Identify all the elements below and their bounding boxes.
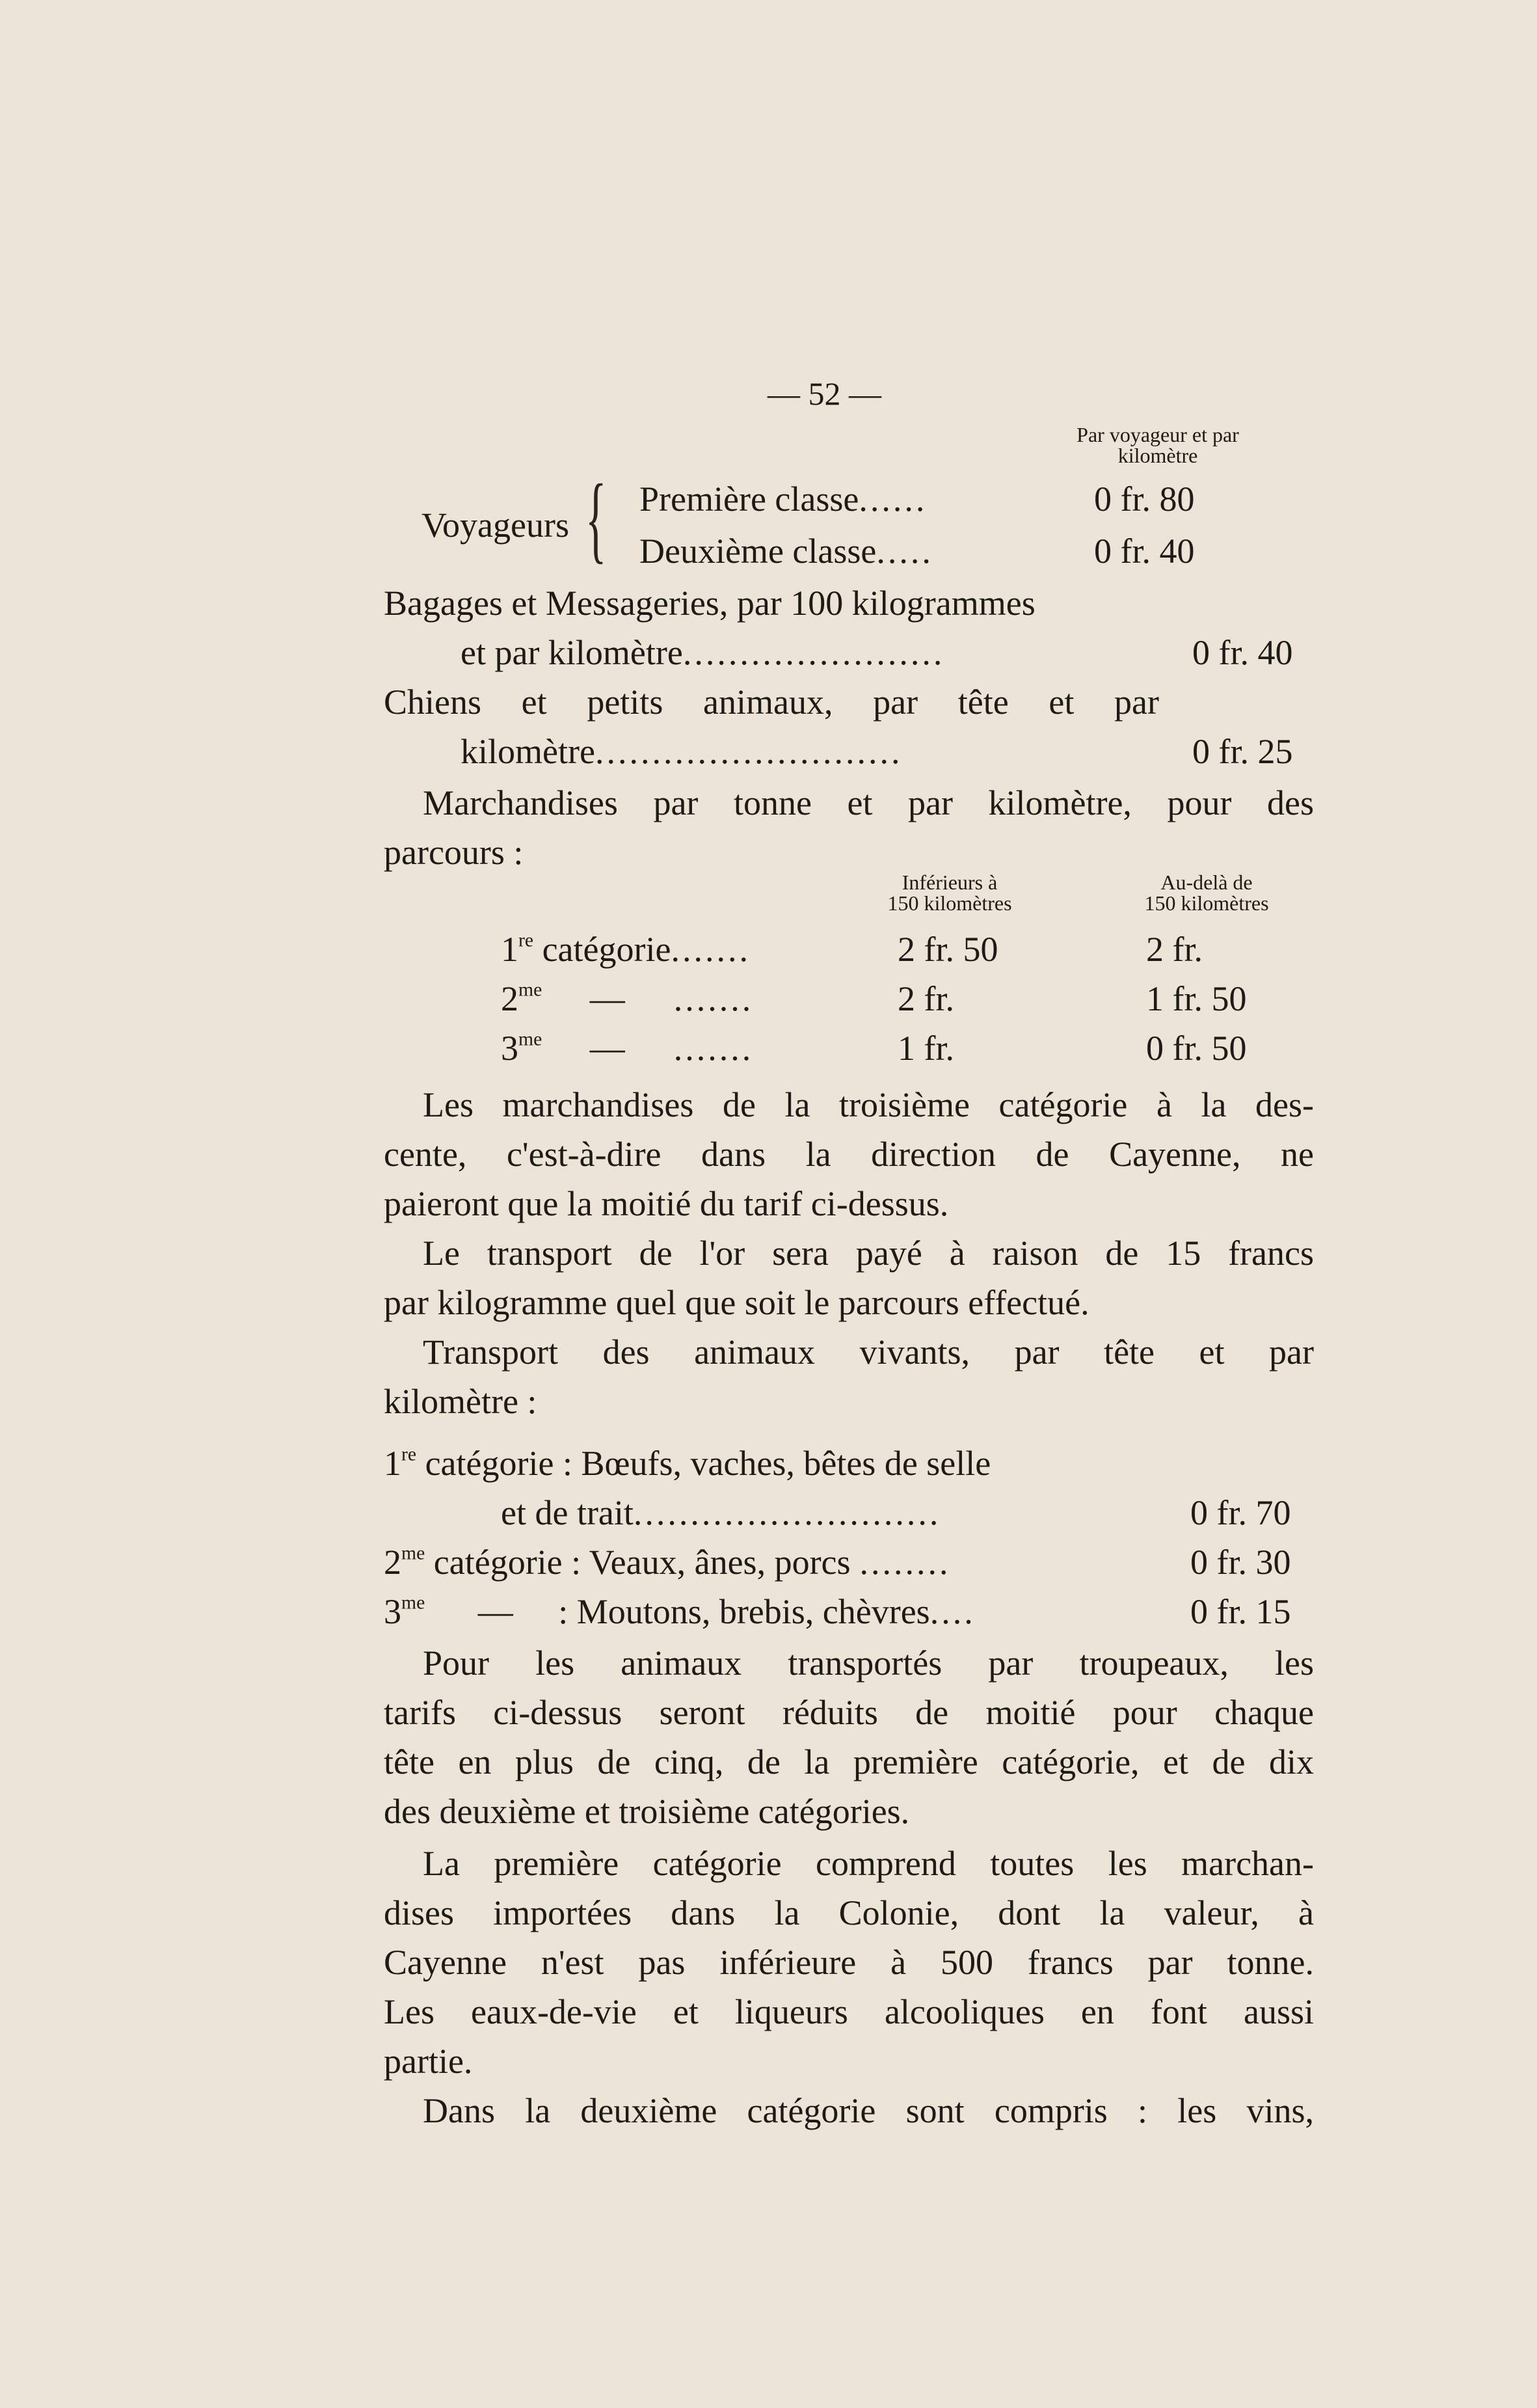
tariff-price: 0 fr. 25 — [1192, 732, 1293, 771]
goods-value-short: 1 fr. — [898, 1029, 954, 1068]
category-text: catégorie : Bœufs, vaches, bêtes de selle — [425, 1444, 991, 1483]
row-label: Deuxième classe — [639, 532, 877, 571]
tariff-price: 0 fr. 15 — [1190, 1592, 1291, 1631]
ordinal-suffix: me — [401, 1592, 425, 1614]
text-line: Cayenne n'est pas inférieure à 500 francs par tonne. — [384, 1943, 1314, 1982]
tariff-price: 0 fr. 70 — [1190, 1493, 1291, 1532]
text-line: parcours : — [384, 833, 524, 872]
paragraph-live-animals — [384, 1327, 1314, 1426]
goods-row-label — [501, 932, 751, 967]
category-number: 2 — [384, 1543, 401, 1582]
goods-col2-header — [1112, 872, 1301, 913]
goods-value-short: 2 fr. 50 — [898, 930, 998, 969]
text-line: partie. — [384, 2042, 473, 2081]
category-label: — — [589, 979, 625, 1018]
row-label: kilomètre — [461, 732, 595, 771]
text-line: tarifs ci-dessus seront réduits de moitié pour chaque — [384, 1693, 1314, 1732]
dogs-line — [461, 734, 902, 769]
baggage-line: Bagages et Messageries, par 100 kilogrammes — [384, 584, 1036, 623]
text-line: des deuxième et troisième catégories. — [384, 1792, 910, 1831]
ordinal-suffix: me — [518, 1029, 542, 1050]
text-line: paieront que la moitié du tarif ci-dessus. — [384, 1184, 949, 1223]
paragraph-goods-intro — [384, 778, 1314, 877]
leader-dots: ...... — [859, 480, 928, 519]
leader-dots: ..... — [876, 532, 933, 571]
text-line: Dans la deuxième catégorie sont compris : les vins, — [423, 2091, 1314, 2130]
text-line: dises importées dans la Colonie, dont la valeur, à — [384, 1893, 1314, 1932]
category-label: catégorie — [542, 930, 671, 969]
goods-row-label — [501, 1031, 753, 1066]
category-number: 3 — [501, 1029, 518, 1068]
category-label: — — [589, 1029, 625, 1068]
header-line: 150 kilomètres — [887, 891, 1012, 915]
leader-dots: ........................... — [633, 1493, 941, 1532]
animal-cat3-line — [384, 1594, 976, 1629]
voyageurs-label: Voyageurs — [421, 506, 569, 545]
category-dash: — — [477, 1592, 513, 1631]
category-number: 1 — [501, 930, 518, 969]
baggage-line — [461, 635, 944, 670]
text-line: Pour les animaux transportés par troupeaux, les — [423, 1644, 1314, 1683]
text-line: La première catégorie comprend toutes les marchan- — [423, 1844, 1314, 1883]
tariff-price: 0 fr. 80 — [1094, 480, 1195, 519]
animal-cat1-line — [501, 1495, 941, 1530]
header-line: Au-delà de — [1160, 871, 1253, 894]
dogs-line: Chiens et petits animaux, par tête et par — [384, 683, 1159, 722]
text-line: kilomètre : — [384, 1382, 537, 1421]
text-line: tête en plus de cinq, de la première catégorie, et de dix — [384, 1742, 1314, 1781]
goods-col1-header — [859, 872, 1041, 913]
text-line: Les marchandises de la troisième catégorie à la des- — [423, 1085, 1314, 1124]
category-text: : Moutons, brebis, chèvres — [558, 1592, 930, 1631]
goods-value-short: 2 fr. — [898, 979, 954, 1018]
text-line: Le transport de l'or sera payé à raison de 15 francs — [423, 1234, 1314, 1273]
row-label: et par kilomètre — [461, 633, 683, 672]
category-number: 1 — [384, 1444, 401, 1483]
tariff-row — [639, 534, 933, 569]
passenger-header-line: kilomètre — [1117, 444, 1198, 467]
leader-dots: ........................... — [595, 732, 903, 771]
tariff-row — [639, 481, 927, 517]
paragraph-first-category — [384, 1839, 1314, 2086]
ordinal-suffix: re — [518, 930, 534, 951]
ordinal-suffix: re — [401, 1444, 417, 1465]
passenger-header-line: Par voyageur et par — [1076, 423, 1239, 446]
text-line: cente, c'est-à-dire dans la direction de Cayenne, ne — [384, 1135, 1314, 1174]
leader-dots: .... — [929, 1592, 976, 1631]
leader-dots: ....................... — [682, 633, 945, 672]
ordinal-suffix: me — [401, 1543, 425, 1564]
animal-cat1-line — [384, 1446, 991, 1481]
header-line: 150 kilomètres — [1144, 891, 1269, 915]
curly-brace-icon: { — [585, 465, 607, 573]
header-line: Inférieurs à — [902, 871, 998, 894]
goods-row-label — [501, 981, 753, 1016]
goods-value-long: 0 fr. 50 — [1146, 1029, 1247, 1068]
text-line: Marchandises par tonne et par kilomètre, pour des — [423, 783, 1314, 822]
tariff-price: 0 fr. 40 — [1192, 633, 1293, 672]
ordinal-suffix: me — [518, 979, 542, 1001]
tariff-price: 0 fr. 40 — [1094, 532, 1195, 571]
paragraph-second-category — [384, 2086, 1314, 2135]
leader-dots: ....... — [673, 979, 754, 1018]
row-label: et de trait — [501, 1493, 634, 1532]
row-label: Première classe — [639, 480, 859, 519]
leader-dots: ........ — [859, 1543, 951, 1582]
category-number: 2 — [501, 979, 518, 1018]
leader-dots: ....... — [673, 1029, 754, 1068]
paragraph-descente — [384, 1080, 1314, 1228]
goods-value-long: 2 fr. — [1146, 930, 1203, 969]
tariff-price: 0 fr. 30 — [1190, 1543, 1291, 1582]
paragraph-herds — [384, 1638, 1314, 1836]
page-number: — 52 — — [768, 375, 881, 412]
paragraph-gold-transport — [384, 1228, 1314, 1327]
text-line: Les eaux-de-vie et liqueurs alcooliques en font aussi — [384, 1992, 1314, 2031]
text-line: Transport des animaux vivants, par tête et par — [423, 1333, 1314, 1372]
passenger-column-header — [1034, 424, 1281, 466]
category-number: 3 — [384, 1592, 401, 1631]
goods-value-long: 1 fr. 50 — [1146, 979, 1247, 1018]
text-line: par kilogramme quel que soit le parcours effectué. — [384, 1283, 1089, 1322]
leader-dots: ....... — [671, 930, 751, 969]
animal-cat2-line — [384, 1545, 951, 1580]
category-text: catégorie : Veaux, ânes, porcs — [433, 1543, 851, 1582]
